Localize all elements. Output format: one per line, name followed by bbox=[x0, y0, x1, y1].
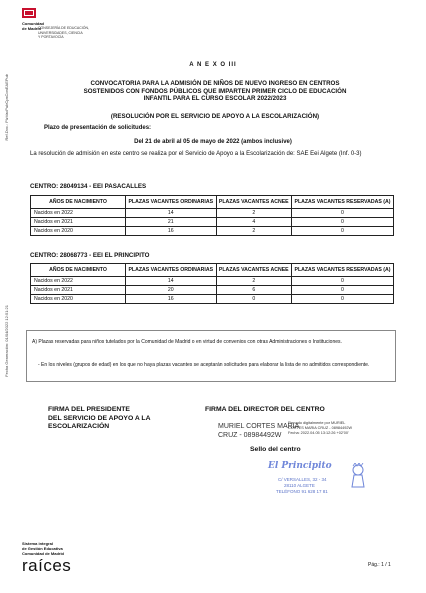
table-header-row bbox=[31, 196, 394, 209]
ordinarias-cell: 21 bbox=[126, 218, 217, 227]
dept-line: CONSEJERÍA DE EDUCACIÓN, bbox=[38, 26, 89, 30]
reservadas-cell: 0 bbox=[292, 218, 394, 227]
ordinarias-cell: 14 bbox=[126, 277, 217, 286]
col-header-reservadas: PLAZAS VACANTES RESERVADAS (A) bbox=[292, 264, 394, 277]
year-cell: Nacidos en 2022 bbox=[31, 277, 126, 286]
sello-label: Sello del centro bbox=[250, 446, 301, 453]
reservadas-cell: 0 bbox=[292, 277, 394, 286]
reservadas-cell: 0 bbox=[292, 209, 394, 218]
acnee-cell: 4 bbox=[216, 218, 291, 227]
digital-signature-info: Firmado digitalmente por MURIEL CORTES MARIA CRUZ - 08984492W Fecha: 2022.04.05 13:12:26 +02'00' bbox=[288, 421, 353, 435]
year-cell: Nacidos en 2020 bbox=[31, 295, 126, 304]
center-label: CENTRO: 28068773 - EEI EL PRINCIPITO bbox=[30, 252, 150, 259]
table-row bbox=[31, 286, 394, 295]
acnee-cell: 2 bbox=[216, 209, 291, 218]
ordinarias-cell: 16 bbox=[126, 227, 217, 236]
table-row bbox=[31, 218, 394, 227]
table-header-row bbox=[31, 264, 394, 277]
notes-frame bbox=[26, 330, 396, 382]
resolution-text: La resolución de admisión en este centro se realiza por el Servicio de Apoyo a la Escolarización de: SAE Eei Algete (Inf. 0-3) bbox=[30, 151, 362, 157]
signer-name: MURIEL CORTES MARIA CRUZ - 08984492W bbox=[218, 423, 300, 439]
title-line: CONVOCATORIA PARA LA ADMISIÓN DE NIÑOS DE NUEVO INGRESO EN CENTROS bbox=[90, 80, 340, 87]
stamp-line: TELÉFONO 91 628 17 81 bbox=[276, 489, 328, 494]
dept-line: UNIVERSIDADES, CIENCIA bbox=[38, 30, 83, 35]
note-a: A) Plazas reservadas para niños tutelados por la Comunidad de Madrid o en virtud de convenios con otras Administraciones o Instituciones. bbox=[32, 339, 342, 345]
document-title bbox=[60, 80, 370, 103]
acnee-cell: 2 bbox=[216, 227, 291, 236]
reservadas-cell: 0 bbox=[292, 227, 394, 236]
col-header-reservadas: PLAZAS VACANTES RESERVADAS (A) bbox=[292, 196, 394, 209]
little-prince-drawing-icon bbox=[348, 463, 368, 491]
ordinarias-cell: 14 bbox=[126, 209, 217, 218]
col-header-ordinarias: PLAZAS VACANTES ORDINARIAS bbox=[126, 264, 217, 277]
logo-text: Comunidad de Madrid bbox=[22, 21, 44, 31]
director-signature-label: FIRMA DEL DIRECTOR DEL CENTRO bbox=[205, 406, 325, 413]
footer-system-text: Sistema integral de Gestión Educativa Comunidad de Madrid bbox=[22, 541, 64, 556]
table-row bbox=[31, 227, 394, 236]
title-line: SOSTENIDOS CON FONDOS PÚBLICOS QUE IMPARTEN PRIMER CICLO DE EDUCACIÓN bbox=[83, 87, 347, 95]
plazo-dates: Del 21 de abril al 05 de mayo de 2022 (ambos inclusive) bbox=[134, 139, 292, 145]
vacancies-table bbox=[30, 195, 394, 236]
col-header-acnee: PLAZAS VACANTES ACNEE bbox=[216, 264, 291, 277]
plazo-label: Plazo de presentación de solicitudes: bbox=[44, 125, 152, 131]
raices-logo: raíces bbox=[22, 556, 72, 575]
acnee-cell: 2 bbox=[216, 277, 291, 286]
center-stamp bbox=[248, 463, 378, 523]
col-header-years: AÑOS DE NACIMIENTO bbox=[31, 264, 126, 277]
acnee-cell: 0 bbox=[216, 295, 291, 304]
page-number: Pág.: 1 / 1 bbox=[368, 562, 391, 568]
side-generation-date: Fecha Generación: 01/04/2022 12:51:21 bbox=[4, 305, 9, 377]
ordinarias-cell: 16 bbox=[126, 295, 217, 304]
vacancies-table bbox=[30, 263, 394, 304]
table-row bbox=[31, 295, 394, 304]
reservadas-cell: 0 bbox=[292, 286, 394, 295]
department-text bbox=[38, 26, 89, 40]
col-header-years: AÑOS DE NACIMIENTO bbox=[31, 196, 126, 209]
stamp-line: 28110 ALGETE bbox=[284, 483, 315, 488]
stamp-name: El Principito bbox=[268, 461, 332, 471]
dept-line: Y PORTAVOCÍA bbox=[38, 35, 64, 39]
note-b: - En los niveles (grupos de edad) en los que no haya plazas vacantes se aceptarán solicitudes para elaborar la lista de no admitidos correspondiente. bbox=[38, 362, 370, 368]
acnee-cell: 6 bbox=[216, 286, 291, 295]
anexo-heading: A N E X O III bbox=[189, 62, 237, 68]
year-cell: Nacidos en 2022 bbox=[31, 209, 126, 218]
side-reference: Ref.Doc.: PlzVacPubCpsConEAEPub bbox=[4, 74, 9, 141]
table-row bbox=[31, 209, 394, 218]
reservadas-cell: 0 bbox=[292, 295, 394, 304]
center-label: CENTRO: 28049134 - EEI PASACALLES bbox=[30, 183, 147, 190]
comunidad-madrid-logo bbox=[22, 8, 36, 18]
col-header-acnee: PLAZAS VACANTES ACNEE bbox=[216, 196, 291, 209]
president-signature-label: FIRMA DEL PRESIDENTE DEL SERVICIO DE APOYO A LA ESCOLARIZACIÓN bbox=[48, 406, 151, 430]
year-cell: Nacidos en 2021 bbox=[31, 286, 126, 295]
title-line: INFANTIL PARA EL CURSO ESCOLAR 2022/2023 bbox=[143, 95, 287, 102]
col-header-ordinarias: PLAZAS VACANTES ORDINARIAS bbox=[126, 196, 217, 209]
year-cell: Nacidos en 2020 bbox=[31, 227, 126, 236]
table-row bbox=[31, 277, 394, 286]
year-cell: Nacidos en 2021 bbox=[31, 218, 126, 227]
stamp-line: C/ VERSALLES, 32 - 34 bbox=[278, 477, 327, 482]
ordinarias-cell: 20 bbox=[126, 286, 217, 295]
document-subtitle: (RESOLUCIÓN POR EL SERVICIO DE APOYO A LA ESCOLARIZACIÓN) bbox=[110, 113, 320, 120]
